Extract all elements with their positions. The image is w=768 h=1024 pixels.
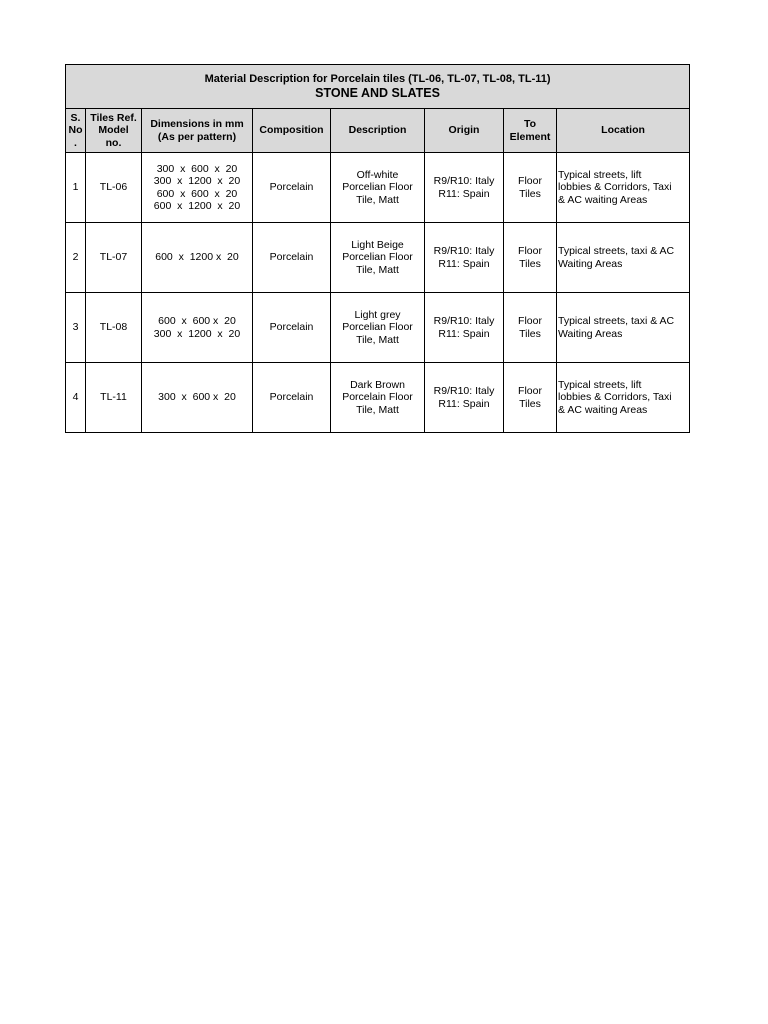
header-location: [557, 109, 690, 153]
cell-text-line: To: [523, 118, 537, 130]
cell-text-line: Typical streets, lift: [558, 168, 642, 181]
cell-text-line: Light Beige: [351, 238, 404, 251]
cell-text-line: Porcelian Floor: [342, 181, 413, 194]
header-composition: [253, 109, 331, 153]
cell-text-line: Location: [601, 124, 645, 137]
cell-location: [557, 293, 690, 363]
cell-location: [557, 363, 690, 433]
cell-text-line: Off-white: [356, 168, 399, 181]
cell-text-line: Description: [348, 124, 407, 137]
cell-text-line: No: [68, 124, 83, 137]
header-sno: [66, 109, 86, 153]
cell-sno: 4: [66, 363, 86, 433]
cell-text-line: Dark Brown: [350, 378, 405, 391]
cell-text-line: Porcelain Floor: [342, 391, 413, 404]
cell-text-line: Composition: [259, 124, 324, 137]
cell-to-element: [504, 153, 557, 223]
cell-text-line: 600 x 600 x 20: [156, 187, 238, 200]
cell-text-line: Porcelian Floor: [342, 251, 413, 264]
cell-text-line: lobbies & Corridors, Taxi: [558, 391, 672, 404]
cell-text-line: Waiting Areas: [558, 327, 623, 340]
cell-text-line: Floor: [518, 315, 542, 327]
cell-origin: [425, 293, 504, 363]
cell-dimensions: [142, 153, 253, 223]
cell-text-line: Porcelian Floor: [342, 321, 413, 334]
cell-text-line: & AC waiting Areas: [558, 193, 648, 206]
cell-text-line: R11: Spain: [438, 187, 490, 200]
cell-text-line: R9/R10: Italy: [433, 315, 495, 327]
cell-text-line: lobbies & Corridors, Taxi: [558, 181, 672, 194]
cell-text-line: Tiles: [519, 327, 541, 340]
cell-text-line: Floor: [518, 175, 542, 187]
cell-text-line: Waiting Areas: [558, 257, 623, 270]
cell-composition: Porcelain: [253, 363, 331, 433]
cell-description: [331, 153, 425, 223]
cell-text-line: Tiles: [519, 257, 541, 270]
cell-to-element: [504, 293, 557, 363]
cell-text-line: Model: [98, 124, 129, 137]
cell-to-element: [504, 223, 557, 293]
cell-text-line: no.: [105, 136, 122, 149]
cell-text-line: Tile, Matt: [356, 263, 399, 276]
cell-text-line: R9/R10: Italy: [433, 385, 495, 397]
cell-text-line: 300 x 1200 x 20: [153, 175, 241, 187]
header-row: [66, 109, 690, 153]
cell-text-line: 300 x 600 x 20: [156, 162, 238, 175]
cell-text-line: S.: [70, 111, 81, 124]
table-subtitle: STONE AND SLATES: [315, 85, 440, 100]
cell-text-line: R11: Spain: [438, 397, 490, 410]
cell-tiles-ref: TL-07: [86, 223, 142, 293]
cell-text-line: Origin: [448, 124, 480, 137]
cell-dimensions: [142, 223, 253, 293]
header-origin: [425, 109, 504, 153]
cell-text-line: R9/R10: Italy: [433, 245, 495, 257]
cell-description: [331, 223, 425, 293]
cell-text-line: 600 x 1200 x 20: [155, 251, 239, 264]
cell-dimensions: [142, 363, 253, 433]
cell-text-line: 600 x 1200 x 20: [153, 200, 241, 212]
cell-text-line: Floor: [518, 245, 542, 257]
header-description: [331, 109, 425, 153]
cell-text-line: 300 x 1200 x 20: [153, 327, 241, 340]
cell-dimensions: [142, 293, 253, 363]
cell-text-line: 600 x 600 x 20: [158, 315, 236, 327]
cell-origin: [425, 153, 504, 223]
cell-text-line: R11: Spain: [438, 257, 490, 270]
cell-description: [331, 363, 425, 433]
table-row: [66, 363, 690, 433]
cell-text-line: Tile, Matt: [356, 193, 399, 206]
material-table: [65, 64, 690, 433]
cell-text-line: Typical streets, lift: [558, 378, 642, 391]
cell-text-line: Element: [509, 130, 551, 143]
cell-origin: [425, 223, 504, 293]
cell-text-line: R9/R10: Italy: [433, 175, 495, 187]
header-to-element: [504, 109, 557, 153]
cell-text-line: .: [74, 136, 77, 149]
cell-text-line: Tile, Matt: [356, 403, 399, 416]
cell-text-line: Typical streets, taxi & AC: [558, 315, 675, 327]
cell-text-line: (As per pattern): [157, 130, 237, 143]
cell-tiles-ref: TL-11: [86, 363, 142, 433]
cell-text-line: Tiles: [519, 397, 541, 410]
cell-tiles-ref: TL-08: [86, 293, 142, 363]
cell-text-line: Typical streets, taxi & AC: [558, 245, 675, 257]
cell-text-line: Dimensions in mm: [150, 118, 244, 130]
cell-origin: [425, 363, 504, 433]
table-row: [66, 293, 690, 363]
cell-text-line: & AC waiting Areas: [558, 403, 648, 416]
cell-tiles-ref: TL-06: [86, 153, 142, 223]
header-tiles-ref: [86, 109, 142, 153]
cell-description: [331, 293, 425, 363]
header-dimensions: [142, 109, 253, 153]
cell-location: [557, 153, 690, 223]
cell-location: [557, 223, 690, 293]
cell-sno: 2: [66, 223, 86, 293]
cell-text-line: Light grey: [354, 308, 401, 321]
cell-text-line: Tiles: [519, 187, 541, 200]
cell-composition: Porcelain: [253, 293, 331, 363]
table-row: [66, 223, 690, 293]
cell-text-line: Tiles Ref.: [90, 111, 137, 124]
table-row: [66, 153, 690, 223]
cell-text-line: Floor: [518, 385, 542, 397]
cell-text-line: Tile, Matt: [356, 333, 399, 346]
cell-to-element: [504, 363, 557, 433]
cell-text-line: 300 x 600 x 20: [158, 391, 236, 404]
cell-sno: 1: [66, 153, 86, 223]
table-title: Material Description for Porcelain tiles (TL-06, TL-07, TL-08, TL-11): [204, 72, 551, 85]
cell-text-line: R11: Spain: [438, 327, 490, 340]
table-title-cell: [66, 65, 690, 109]
cell-composition: Porcelain: [253, 153, 331, 223]
cell-sno: 3: [66, 293, 86, 363]
cell-composition: Porcelain: [253, 223, 331, 293]
